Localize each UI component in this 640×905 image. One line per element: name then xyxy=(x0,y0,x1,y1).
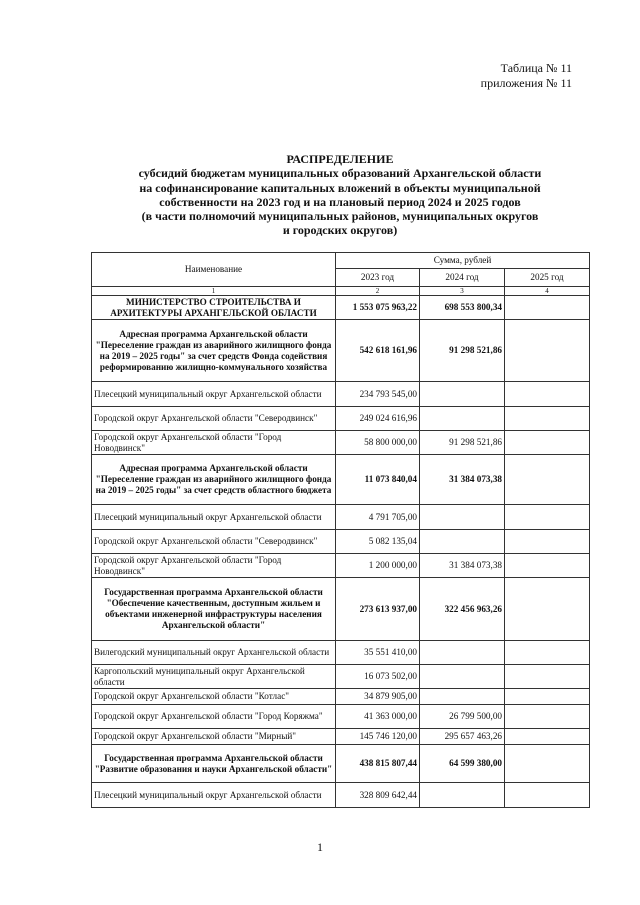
table-row xyxy=(92,665,590,689)
table-row xyxy=(92,530,590,554)
row-value-2025 xyxy=(505,578,590,641)
title-line-5: и городских округов) xyxy=(282,223,398,238)
row-value-2024 xyxy=(420,505,505,530)
table-row xyxy=(92,578,590,641)
row-name: Адресная программа Архангельской области "Переселение граждан из аварийного жилищного фонда на 2019 – 2025 годы" за счет средств Фонда содействия реформированию жилищно-коммунального хозяйства xyxy=(92,320,336,382)
row-value-2024 xyxy=(420,689,505,705)
table-row xyxy=(92,431,590,455)
row-name: Плесецкий муниципальный округ Архангельской области xyxy=(92,783,336,808)
table-row xyxy=(92,641,590,665)
row-value-2024: 698 553 800,34 xyxy=(420,296,505,320)
row-value-2023: 4 791 705,00 xyxy=(336,505,420,530)
row-value-2025 xyxy=(505,554,590,578)
row-value-2025 xyxy=(505,745,590,783)
row-value-2023: 1 200 000,00 xyxy=(336,554,420,578)
row-value-2025 xyxy=(505,689,590,705)
row-value-2024 xyxy=(420,665,505,689)
row-value-2024 xyxy=(420,382,505,407)
header-2024: 2024 год xyxy=(420,269,505,287)
row-value-2025 xyxy=(505,783,590,808)
table-number: Таблица № 11 xyxy=(500,61,572,75)
document-title xyxy=(90,152,590,238)
distribution-table xyxy=(91,252,590,808)
row-value-2025 xyxy=(505,431,590,455)
row-value-2024: 91 298 521,86 xyxy=(420,320,505,382)
table-row xyxy=(92,705,590,729)
row-value-2024: 295 657 463,26 xyxy=(420,729,505,745)
table-row xyxy=(92,745,590,783)
table-row xyxy=(92,783,590,808)
title-line-3: собственности на 2023 год и на плановый период 2024 и 2025 годов xyxy=(159,194,521,209)
row-value-2023: 249 024 616,96 xyxy=(336,407,420,431)
row-name: Каргопольский муниципальный округ Архангельской области xyxy=(92,665,336,689)
row-value-2023: 273 613 937,00 xyxy=(336,578,420,641)
row-value-2025 xyxy=(505,455,590,505)
row-value-2025 xyxy=(505,530,590,554)
row-value-2025 xyxy=(505,296,590,320)
table-row xyxy=(92,320,590,382)
row-value-2024: 64 599 380,00 xyxy=(420,745,505,783)
row-value-2025 xyxy=(505,729,590,745)
row-name: Государственная программа Архангельской области "Обеспечение качественным, доступным жильем и объектами инженерной инфраструктуры населения Архангельской области" xyxy=(92,578,336,641)
title-line-4: (в части полномочий муниципальных районов, муниципальных округов xyxy=(141,209,539,224)
row-value-2025 xyxy=(505,705,590,729)
title-line-2: на софинансирование капитальных вложений в объекты муниципальной xyxy=(139,180,541,195)
row-value-2025 xyxy=(505,505,590,530)
row-name: Городской округ Архангельской области "Северодвинск" xyxy=(92,407,336,431)
row-value-2023: 34 879 905,00 xyxy=(336,689,420,705)
table-row xyxy=(92,407,590,431)
table-row xyxy=(92,554,590,578)
row-name: Плесецкий муниципальный округ Архангельской области xyxy=(92,505,336,530)
header-name: Наименование xyxy=(92,253,336,287)
row-name: Городской округ Архангельской области "Город Коряжма" xyxy=(92,705,336,729)
col-index-3: 3 xyxy=(420,287,505,296)
row-value-2023: 41 363 000,00 xyxy=(336,705,420,729)
row-value-2023: 234 793 545,00 xyxy=(336,382,420,407)
row-value-2024 xyxy=(420,530,505,554)
row-value-2024: 26 799 500,00 xyxy=(420,705,505,729)
col-index-1: 1 xyxy=(92,287,336,296)
row-value-2025 xyxy=(505,382,590,407)
table-row xyxy=(92,455,590,505)
row-name: Городской округ Архангельской области "Город Новодвинск" xyxy=(92,431,336,455)
row-value-2025 xyxy=(505,665,590,689)
header-sum: Сумма, рублей xyxy=(336,253,590,269)
row-value-2023: 542 618 161,96 xyxy=(336,320,420,382)
row-value-2024: 31 384 073,38 xyxy=(420,554,505,578)
table-row xyxy=(92,296,590,320)
header-2023: 2023 год xyxy=(336,269,420,287)
page-number: 1 xyxy=(317,840,323,854)
row-value-2023: 1 553 075 963,22 xyxy=(336,296,420,320)
row-value-2025 xyxy=(505,641,590,665)
row-name: Городской округ Архангельской области "Город Новодвинск" xyxy=(92,554,336,578)
row-name: Государственная программа Архангельской области "Развитие образования и науки Архангельской области" xyxy=(92,745,336,783)
table-caption xyxy=(481,61,572,91)
row-value-2023: 328 809 642,44 xyxy=(336,783,420,808)
row-name: Городской округ Архангельской области "Северодвинск" xyxy=(92,530,336,554)
row-value-2024 xyxy=(420,407,505,431)
table-row xyxy=(92,382,590,407)
title-heading: РАСПРЕДЕЛЕНИЕ xyxy=(286,152,394,166)
row-value-2023: 5 082 135,04 xyxy=(336,530,420,554)
row-value-2023: 35 551 410,00 xyxy=(336,641,420,665)
row-value-2024: 31 384 073,38 xyxy=(420,455,505,505)
title-line-1: субсидий бюджетам муниципальных образований Архангельской области xyxy=(138,166,542,181)
row-name: Адресная программа Архангельской области "Переселение граждан из аварийного жилищного фонда на 2019 – 2025 годы" за счет средств областного бюджета xyxy=(92,455,336,505)
col-index-2: 2 xyxy=(336,287,420,296)
row-value-2023: 16 073 502,00 xyxy=(336,665,420,689)
row-name: Городской округ Архангельской области "Мирный" xyxy=(92,729,336,745)
appendix-number: приложения № 11 xyxy=(480,76,572,90)
table-row xyxy=(92,505,590,530)
row-name: Плесецкий муниципальный округ Архангельской области xyxy=(92,382,336,407)
row-name: Городской округ Архангельской области "Котлас" xyxy=(92,689,336,705)
row-value-2023: 145 746 120,00 xyxy=(336,729,420,745)
header-2025: 2025 год xyxy=(505,269,590,287)
row-value-2024 xyxy=(420,783,505,808)
row-value-2023: 58 800 000,00 xyxy=(336,431,420,455)
row-value-2024 xyxy=(420,641,505,665)
row-value-2023: 438 815 807,44 xyxy=(336,745,420,783)
row-value-2023: 11 073 840,04 xyxy=(336,455,420,505)
row-value-2024: 322 456 963,26 xyxy=(420,578,505,641)
row-value-2024: 91 298 521,86 xyxy=(420,431,505,455)
table-row xyxy=(92,689,590,705)
row-value-2025 xyxy=(505,407,590,431)
row-value-2025 xyxy=(505,320,590,382)
row-name: Вилегодский муниципальный округ Архангельской области xyxy=(92,641,336,665)
row-name: МИНИСТЕРСТВО СТРОИТЕЛЬСТВА И АРХИТЕКТУРЫ АРХАНГЕЛЬСКОЙ ОБЛАСТИ xyxy=(92,296,336,320)
col-index-4: 4 xyxy=(505,287,590,296)
table-row xyxy=(92,729,590,745)
